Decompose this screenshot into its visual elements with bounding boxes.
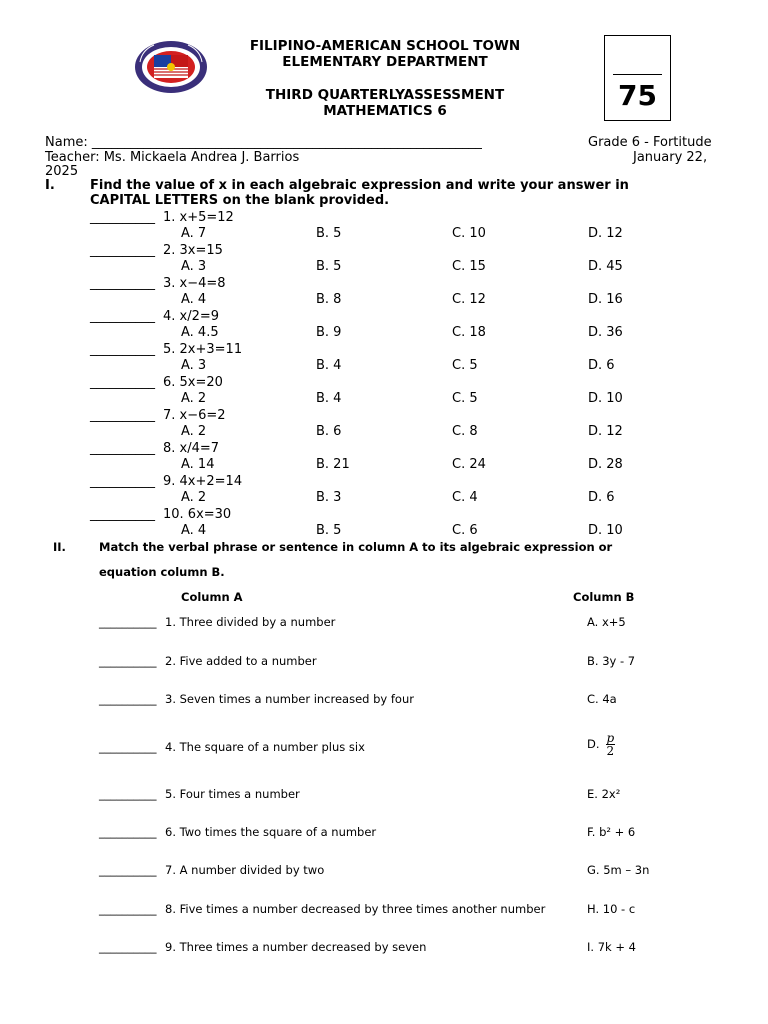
date-line-1: January 22, [633,150,708,165]
score-line [613,74,662,75]
choice-d: D. 6 [588,358,615,373]
match-blank[interactable]: __________ [99,902,157,916]
column-a-item: 7. A number divided by two [165,863,325,877]
choice-d: D. 12 [588,226,623,241]
name-field[interactable]: Name: ____________________________________________________________ [45,135,482,150]
choice-c: C. 15 [452,259,486,274]
match-blank[interactable]: __________ [99,692,157,706]
question-text: 10. 6x=30 [163,507,232,522]
answer-blank[interactable]: __________ [90,276,155,291]
choice-b: B. 5 [316,523,342,538]
choice-a: A. 4 [181,292,207,307]
column-a-item: 2. Five added to a number [165,654,317,668]
choice-a: A. 2 [181,424,207,439]
department-name: ELEMENTARY DEPARTMENT [282,54,488,70]
column-a-item: 3. Seven times a number increased by four [165,692,414,706]
column-b-heading: Column B [573,590,635,604]
choice-a: A. 4 [181,523,207,538]
answer-blank[interactable]: __________ [90,408,155,423]
fraction [606,732,616,757]
choice-c: C. 12 [452,292,486,307]
column-b-item [587,692,617,706]
choice-c: C. 18 [452,325,486,340]
choice-b: B. 21 [316,457,350,472]
column-b-label: G. 5m – 3n [587,863,650,877]
part1-instruction-line2: CAPITAL LETTERS on the blank provided. [90,193,390,208]
choice-c: C. 24 [452,457,486,472]
column-a-item: 4. The square of a number plus six [165,740,365,754]
column-b-label: B. 3y - 7 [587,654,636,668]
match-blank[interactable]: __________ [99,825,157,839]
choice-c: C. 5 [452,358,478,373]
question-text: 9. 4x+2=14 [163,474,243,489]
answer-blank[interactable]: __________ [90,243,155,258]
column-a-item: 5. Four times a number [165,787,300,801]
column-a-item: 9. Three times a number decreased by seven [165,940,427,954]
choice-c: C. 4 [452,490,478,505]
part2-instruction-line2: equation column B. [99,565,225,579]
question-text: 6. 5x=20 [163,375,223,390]
column-a-heading: Column A [181,590,243,604]
column-b-item [587,940,636,954]
column-b-item [587,787,620,801]
match-blank[interactable]: __________ [99,654,157,668]
column-b-item [587,902,635,916]
question-text: 1. x+5=12 [163,210,234,225]
score-value: 75 [618,79,657,112]
column-b-label: A. x+5 [587,615,626,629]
choice-d: D. 28 [588,457,623,472]
choice-b: B. 6 [316,424,342,439]
question-text: 8. x/4=7 [163,441,220,456]
answer-blank[interactable]: __________ [90,210,155,225]
school-name: FILIPINO-AMERICAN SCHOOL TOWN [249,38,521,54]
column-b-label: D. [587,737,600,751]
part1-numeral: I. [45,178,55,193]
school-logo [134,40,208,94]
subject-title: MATHEMATICS 6 [323,103,447,119]
match-blank[interactable]: __________ [99,863,157,877]
column-b-item [587,863,649,877]
column-b-label: C. 4a [587,692,617,706]
column-b-label: I. 7k + 4 [587,940,636,954]
choice-b: B. 4 [316,391,342,406]
fraction-numerator: p [606,731,615,745]
choice-d: D. 6 [588,490,615,505]
grade-section: Grade 6 - Fortitude [588,135,712,150]
teacher-name: Teacher: Ms. Mickaela Andrea J. Barrios [45,150,300,165]
column-b-item [587,615,626,629]
answer-blank[interactable]: __________ [90,375,155,390]
assessment-title: THIRD QUARTERLYASSESSMENT [265,87,505,103]
choice-d: D. 45 [588,259,623,274]
choice-a: A. 2 [181,391,207,406]
question-text: 7. x−6=2 [163,408,226,423]
answer-blank[interactable]: __________ [90,441,155,456]
column-a-item: 1. Three divided by a number [165,615,336,629]
column-b-item [587,654,635,668]
choice-a: A. 2 [181,490,207,505]
column-b-item [587,732,615,757]
choice-b: B. 5 [316,226,342,241]
column-b-label: E. 2x² [587,787,621,801]
choice-c: C. 10 [452,226,486,241]
answer-blank[interactable]: __________ [90,309,155,324]
part2-instruction-line1: Match the verbal phrase or sentence in column A to its algebraic expression or [99,540,613,554]
choice-b: B. 5 [316,259,342,274]
choice-a: A. 14 [181,457,215,472]
score-box [604,35,671,121]
choice-b: B. 3 [316,490,342,505]
choice-d: D. 36 [588,325,623,340]
column-b-item [587,825,635,839]
choice-d: D. 12 [588,424,623,439]
choice-c: C. 6 [452,523,478,538]
column-a-item: 6. Two times the square of a number [165,825,377,839]
question-text: 3. x−4=8 [163,276,226,291]
choice-b: B. 9 [316,325,342,340]
choice-a: A. 4.5 [181,325,219,340]
date-line-2: 2025 [45,164,79,179]
choice-d: D. 10 [588,391,623,406]
choice-b: B. 4 [316,358,342,373]
choice-d: D. 10 [588,523,623,538]
part2-numeral: II. [53,540,66,554]
choice-a: A. 3 [181,259,207,274]
choice-b: B. 8 [316,292,342,307]
choice-c: C. 5 [452,391,478,406]
choice-c: C. 8 [452,424,478,439]
fraction-denominator: 2 [606,744,615,758]
answer-blank[interactable]: __________ [90,507,155,522]
column-a-item: 8. Five times a number decreased by three times another number [165,902,546,916]
question-text: 2. 3x=15 [163,243,223,258]
choice-a: A. 3 [181,358,207,373]
match-blank[interactable]: __________ [99,615,157,629]
column-b-label: F. b² + 6 [587,825,636,839]
match-blank[interactable]: __________ [99,940,157,954]
answer-blank[interactable]: __________ [90,342,155,357]
question-text: 4. x/2=9 [163,309,220,324]
choice-d: D. 16 [588,292,623,307]
part1-instruction-line1: Find the value of x in each algebraic expression and write your answer in [90,178,629,193]
choice-a: A. 7 [181,226,207,241]
column-b-label: H. 10 - c [587,902,636,916]
match-blank[interactable]: __________ [99,787,157,801]
answer-blank[interactable]: __________ [90,474,155,489]
question-text: 5. 2x+3=11 [163,342,243,357]
match-blank[interactable]: __________ [99,740,157,754]
